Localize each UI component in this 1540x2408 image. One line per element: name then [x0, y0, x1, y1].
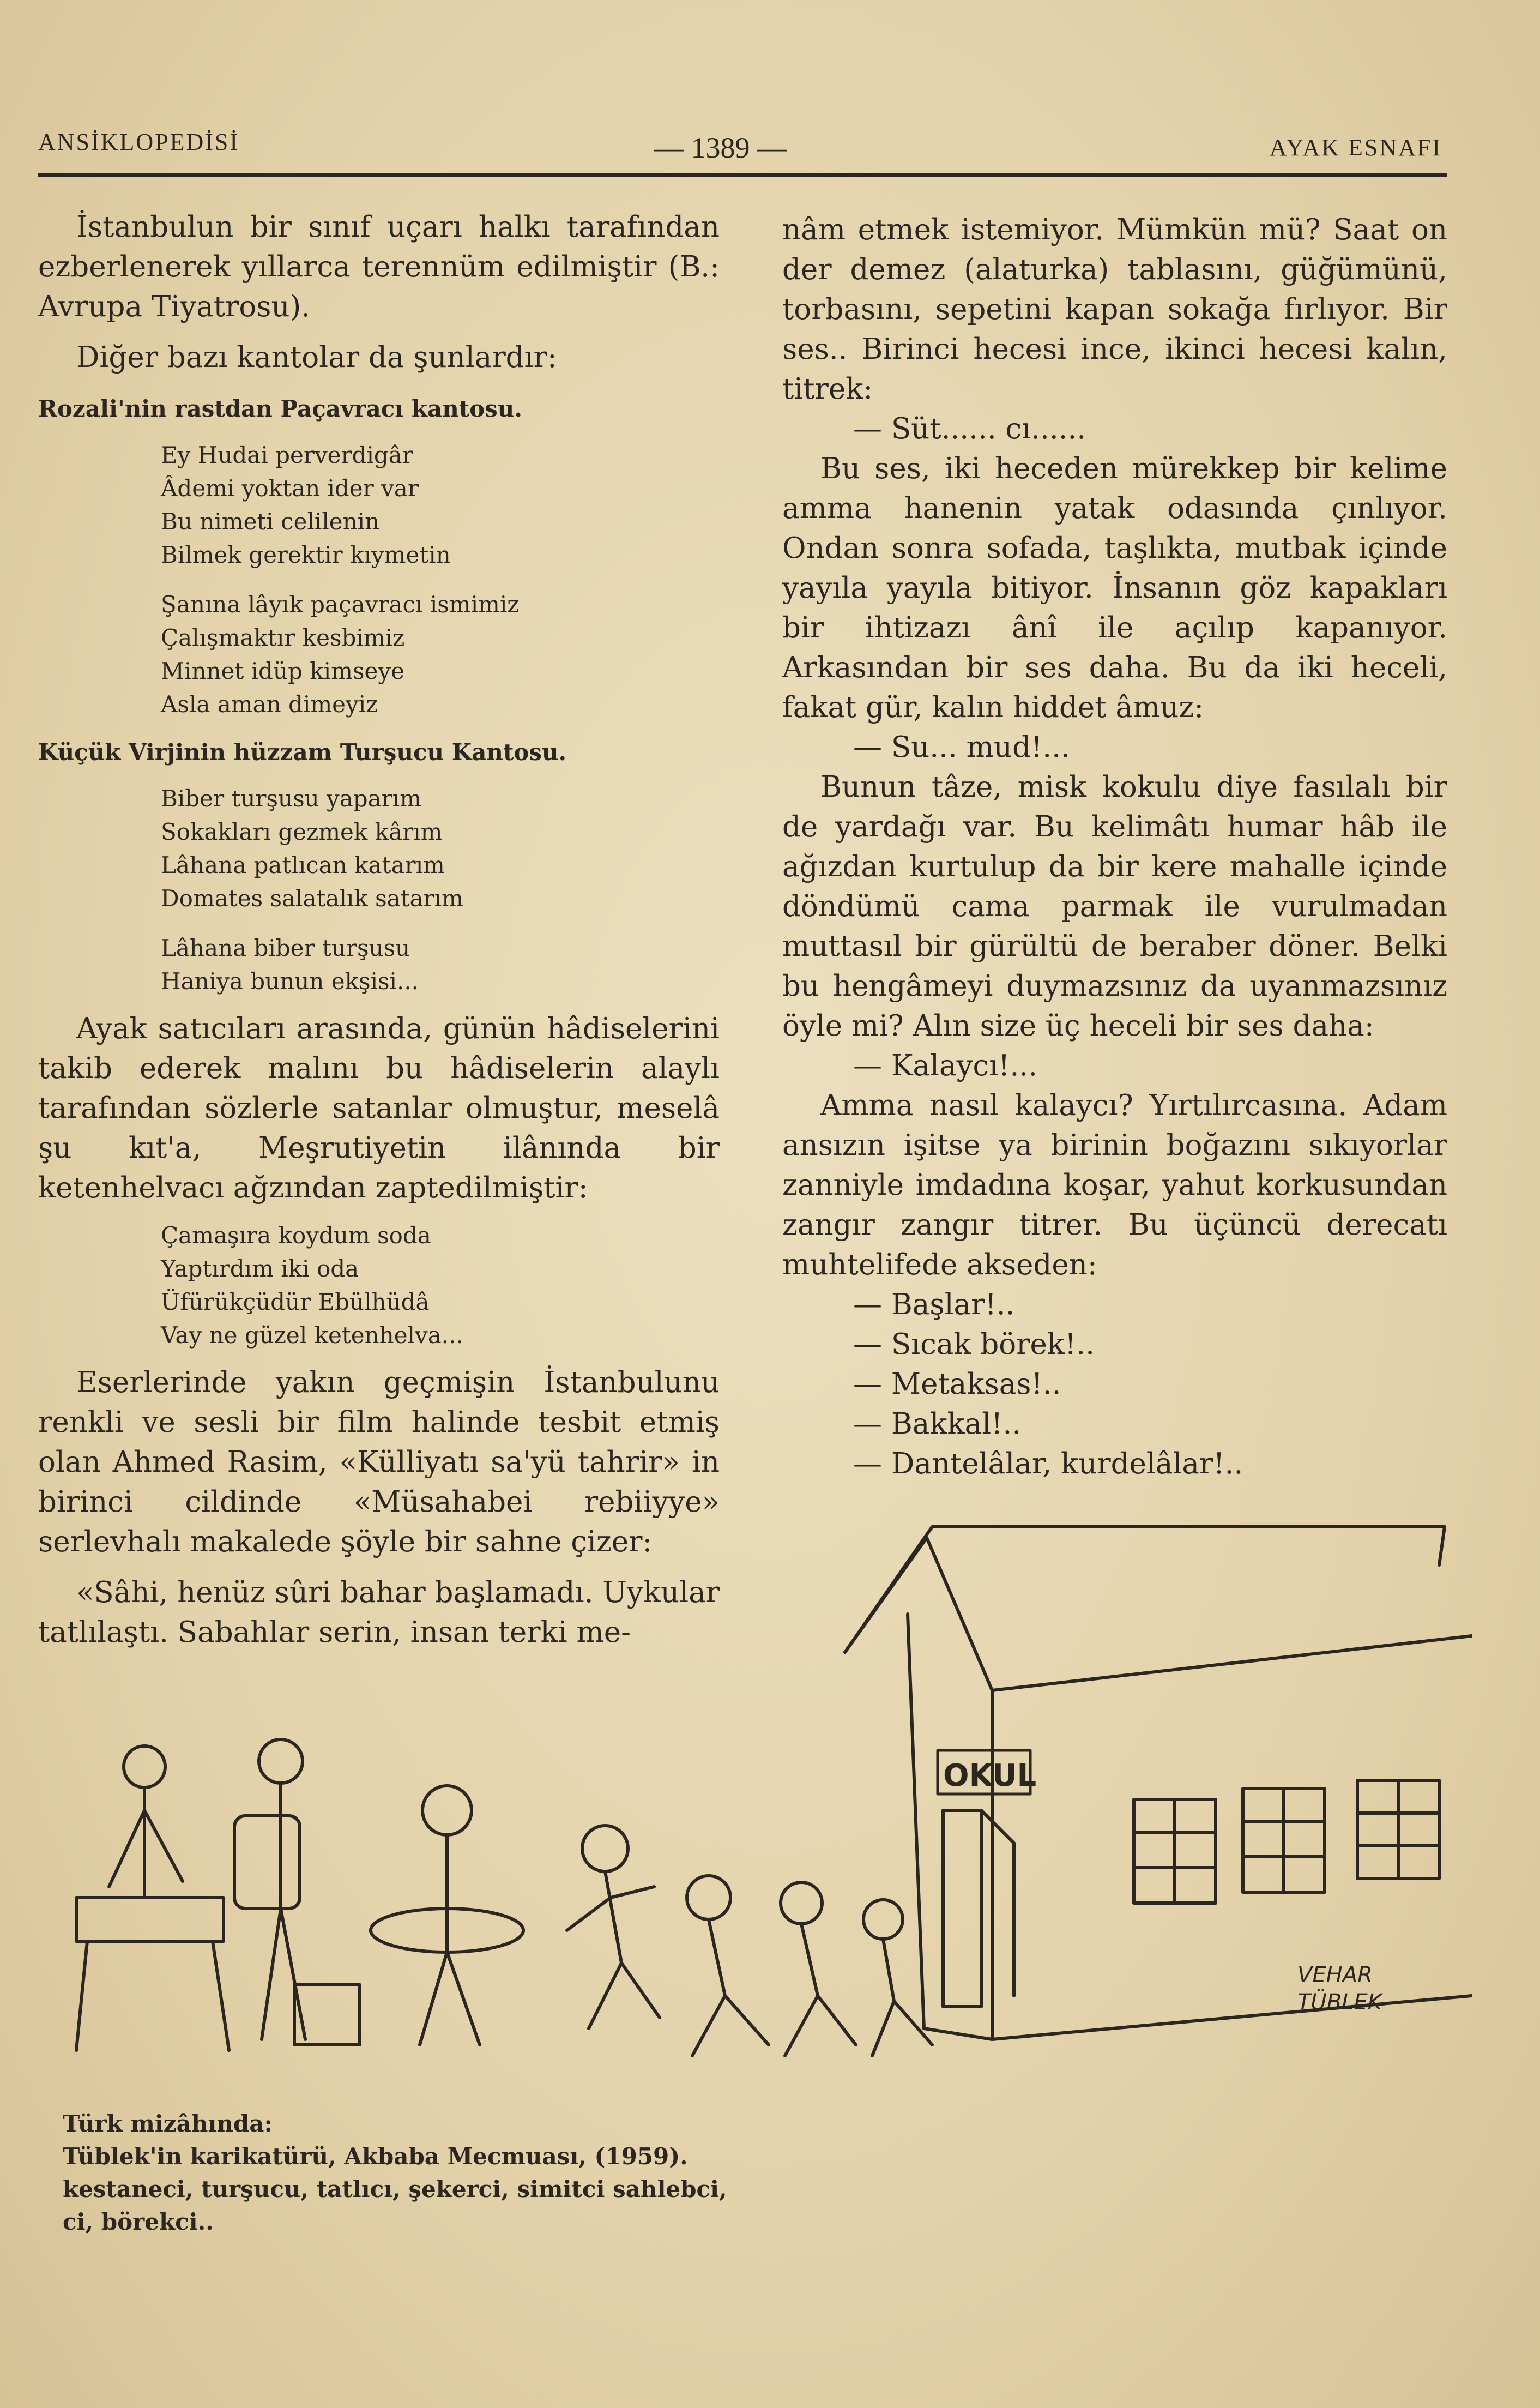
song1-stanza-1	[38, 438, 720, 571]
right-paragraph-4: Amma nasıl kalaycı? Yırtılırcasına. Adam ansızın işitse ya birinin boğazını sıkıyorlar zanniyle imdadına koşar, yahut korkusundan zangır zangır titrer. Bu üçüncü derecatı muhtelifede akseden:	[782, 1089, 1447, 1281]
verse-line: Ey Hudai perverdigâr	[161, 442, 413, 468]
verse-line: Çalışmaktır kesbimiz	[161, 624, 405, 651]
school-building	[845, 1527, 1472, 2039]
cartoon-illustration	[65, 1505, 1472, 2094]
left-paragraph-3: Ayak satıcıları arasında, günün hâdiselerini takib ederek malını bu hâdiselerin alaylı tarafından sözlerle satanlar olmuştur, meselâ şu kıt'a, Meşrutiyetin ilânında bir ketenhelvacı ağzından zaptedilmiştir:	[38, 1012, 720, 1205]
verse-line: Vay ne güzel ketenhelva...	[161, 1322, 463, 1349]
left-paragraph-2: Diğer bazı kantolar da şunlardır:	[76, 341, 557, 374]
artist-signature: VEHAR	[1297, 1962, 1373, 1988]
street-cry: — Su... mud!...	[853, 731, 1070, 764]
verse-line: Lâhana patlıcan katarım	[161, 852, 445, 878]
running-children	[567, 1826, 932, 2056]
cartoon-caption	[63, 2108, 739, 2238]
verse-line: Bu nimeti celilenin	[161, 508, 380, 535]
page-number: — 1389 —	[654, 131, 787, 164]
verse-line: Bilmek gerektir kıymetin	[161, 541, 451, 568]
song2-stanza-2	[38, 931, 720, 998]
caption-line: Türk mizâhında:	[63, 2110, 273, 2137]
song2-title: Küçük Virjinin hüzzam Turşucu Kantosu.	[38, 739, 567, 766]
right-column	[782, 210, 1447, 1484]
school-sign: OKUL	[943, 1758, 1037, 1793]
verse-line: Biber turşusu yaparım	[161, 785, 422, 812]
left-paragraph-4: Eserlerinde yakın geçmişin İstanbulunu renkli ve sesli bir film halinde tesbit etmiş olan Ahmed Rasim, «Külliyatı sa'yü tahrir» in birinci cildinde «Müsahabei rebiiyye» serlevhalı makalede şöyle bir sahne çizer:	[38, 1366, 720, 1558]
verse-line: Sokakları gezmek kârım	[161, 818, 443, 845]
street-cry: — Dantelâlar, kurdelâlar!..	[853, 1447, 1243, 1480]
street-cry: — Bakkal!..	[853, 1407, 1022, 1441]
left-column	[38, 207, 720, 1652]
page-header	[38, 123, 1447, 172]
street-cry: — Metaksas!..	[853, 1368, 1061, 1401]
song1-stanza-2	[38, 588, 720, 721]
verse-line: Yaptırdım iki oda	[161, 1255, 359, 1282]
left-paragraph-1: İstanbulun bir sınıf uçarı halkı tarafından ezberlenerek yıllarca terennüm edilmiştir (B.: Avrupa Tiyatrosu).	[38, 210, 720, 323]
caption-line: ci, börekci..	[63, 2208, 214, 2235]
song1-title: Rozali'nin rastdan Paçavracı kantosu.	[38, 395, 522, 422]
song2-stanza-1	[38, 782, 720, 915]
verse-line: Haniya bunun ekşisi...	[161, 968, 419, 995]
verse-line: Çamaşıra koydum soda	[161, 1222, 431, 1249]
left-paragraph-5: «Sâhi, henüz sûri bahar başlamadı. Uykular tatlılaştı. Sabahlar serin, insan terki me-	[38, 1576, 720, 1649]
right-paragraph-2: Bu ses, iki heceden mürekkep bir kelime amma hanenin yatak odasında çınlıyor. Ondan sonra sofada, taşlıkta, mutbak içinde yayıla yayıla bitiyor. İnsanın göz kapakları bir ihtizazı ânî ile açılıp kapanıyor. Arkasından bir ses daha. Bu da iki heceli, fakat gür, kalın hiddet âmuz:	[782, 452, 1447, 724]
street-cry: — Süt...... cı......	[853, 412, 1086, 446]
caption-line: Tüblek'in karikatürü, Akbaba Mecmuası, (1959).	[63, 2143, 688, 2170]
verse-line: Şanına lâyık paçavracı ismimiz	[161, 591, 520, 618]
header-rule	[38, 173, 1447, 177]
right-paragraph-3: Bunun tâze, misk kokulu diye fasılalı bir de yardağı var. Bu kelimâtı humar hâb ile ağızdan kurtulup da bir kere mahalle içinde döndümü cama parmak ile vurulmadan muttasıl bir gürültü de beraber döner. Belki bu hengâmeyi duymazsınız da uyanmazsınız öyle mi? Alın size üç heceli bir ses daha:	[782, 770, 1447, 1043]
artist-signature: TÜBLEK	[1297, 1990, 1382, 2015]
caption-line: kestaneci, turşucu, tatlıcı, şekerci, simitci sahlebci,	[63, 2176, 727, 2202]
vendor-figures	[76, 1739, 523, 2050]
header-right: AYAK ESNAFI	[1269, 134, 1442, 161]
verse-line: Domates salatalık satarım	[161, 885, 463, 912]
verse-line: Minnet idüp kimseye	[161, 658, 404, 684]
verse-line: Asla aman dimeyiz	[161, 691, 378, 718]
song3	[38, 1219, 720, 1352]
right-paragraph-1: nâm etmek istemiyor. Mümkün mü? Saat on der demez (alaturka) tablasını, güğümünü, torbasını, sepetini kapan sokağa fırlıyor. Bir ses.. Birinci hecesi ince, ikinci hecesi kalın, titrek:	[782, 213, 1447, 406]
street-cry: — Başlar!..	[853, 1288, 1015, 1321]
verse-line: Âdemi yoktan ider var	[161, 475, 419, 502]
street-cry: — Kalaycı!...	[853, 1049, 1038, 1082]
street-cry: — Sıcak börek!..	[853, 1328, 1095, 1361]
verse-line: Lâhana biber turşusu	[161, 935, 410, 961]
verse-line: Üfürükçüdür Ebülhüdâ	[161, 1289, 430, 1315]
header-left: ANSİKLOPEDİSİ	[38, 129, 239, 155]
